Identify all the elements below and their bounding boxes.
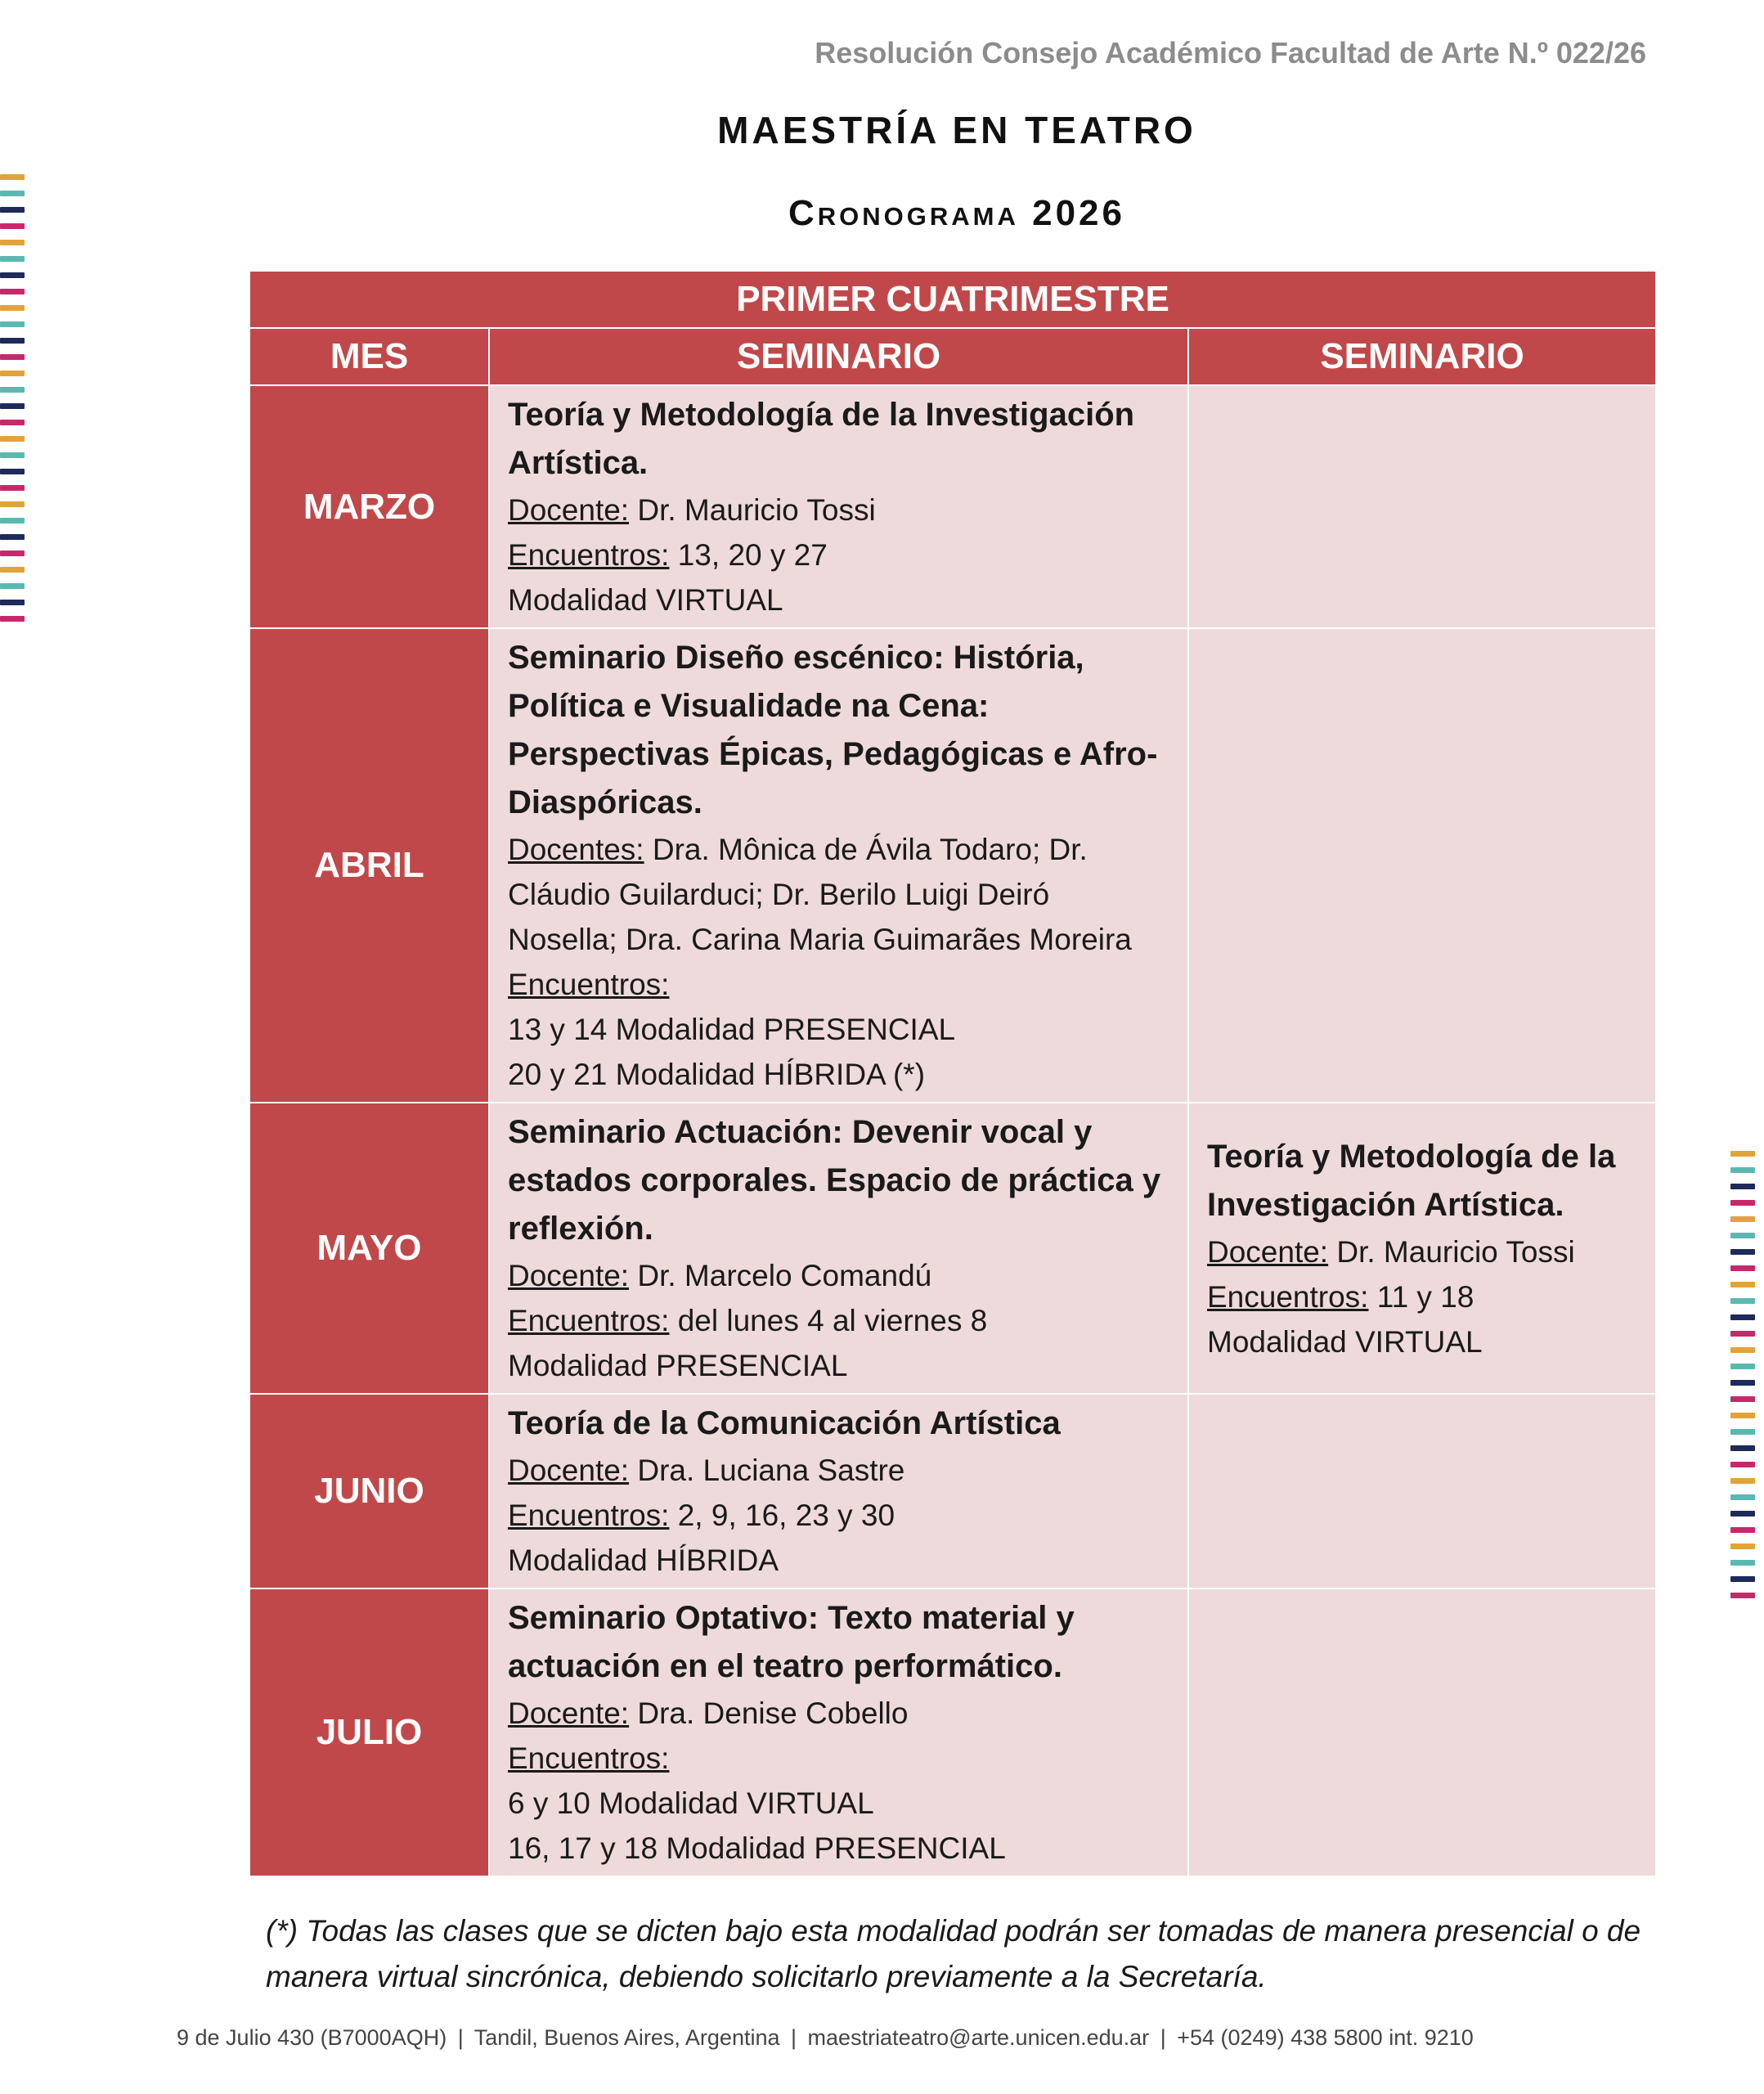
encuentros-label: Encuentros: [508,1304,670,1337]
decorative-dash [1730,1282,1755,1287]
encuentros-value: 11 y 18 [1368,1279,1474,1314]
encuentros-line [508,532,1171,577]
decorative-dash [0,207,25,213]
docente-line [508,872,1171,917]
seminar-title-line: Seminario Optativo: Texto material y [508,1600,1075,1636]
seminar-title-line: Teoría y Metodología de la Investigación [508,397,1135,433]
encuentros-label: Encuentros: [508,968,670,1001]
decorative-dash [1730,1347,1755,1353]
month-cell: JUNIO [249,1394,489,1588]
decorative-dash [0,616,25,622]
encuentros-line [508,1736,1171,1781]
footnote: (*) Todas las clases que se dicten bajo esta modalidad podrán ser tomadas de manera presencial o de manera virtual sincrónica, debiendo solicitarlo previamente a la Secretaría. [266,1914,1641,1993]
seminar-cell [489,1588,1188,1876]
decorative-dash [0,338,25,344]
docente-label: Docentes: [508,833,644,866]
decorative-dash [1730,1265,1755,1271]
docente-label: Docente: [508,493,630,527]
docente-line [508,1691,1171,1736]
decorative-dash [1730,1462,1755,1467]
decorative-dash [0,550,25,556]
encuentros-line [508,1298,1171,1343]
seminar-title-line: Diaspóricas. [508,784,702,820]
decorative-dash [0,256,25,262]
footer-phone: +54 (0249) 438 5800 int. 9210 [1177,2025,1474,2050]
decorative-dash [1730,1200,1755,1206]
decorative-dash [1730,1298,1755,1304]
decorative-dash [0,469,25,474]
docente-line [508,1253,1171,1298]
modalidad-line: 16, 17 y 18 Modalidad PRESENCIAL [508,1831,1006,1865]
seminar-cell-2 [1188,1394,1656,1588]
decorative-dash [0,223,25,229]
table-band-row [249,271,1656,328]
column-header-seminario: SEMINARIO [489,328,1188,385]
decorative-dash [1730,1445,1755,1451]
docente-value: Dra. Luciana Sastre [629,1454,905,1487]
month-cell: ABRIL [249,628,489,1103]
decorative-dash [0,321,25,327]
modalidad-line: Modalidad VIRTUAL [1207,1324,1483,1359]
footer-email[interactable]: maestriateatro@arte.unicen.edu.ar [807,2025,1150,2050]
semester-band: PRIMER CUATRIMESTRE [249,271,1656,328]
decorative-dash [1730,1216,1755,1222]
docente-label: Docente: [508,1696,630,1730]
decorative-dash [0,485,25,491]
decorative-dash [0,452,25,458]
seminar-cell [489,628,1188,1103]
document-title: MAESTRÍA EN TEATRO [717,109,1196,151]
seminar-title-line: Política e Visualidade na Cena: [508,688,990,724]
docente-line [508,1448,1171,1493]
seminar-cell [489,1103,1188,1394]
decorative-dash [1730,1478,1755,1484]
decorative-dash [1730,1560,1755,1566]
schedule-table [249,270,1657,1877]
encuentros-line [508,962,1171,1007]
docente-value: Dra. Mônica de Ávila Todaro; Dr. [644,833,1088,866]
modalidad-line: 13 y 14 Modalidad PRESENCIAL [508,1013,956,1046]
decorative-dash [0,289,25,294]
decorative-dash [0,583,25,589]
encuentros-value: 2, 9, 16, 23 y 30 [669,1499,895,1532]
docente-value: Dra. Denise Cobello [629,1696,909,1730]
decorative-dash [0,354,25,360]
decorative-dash [0,518,25,524]
decorative-dash [1730,1576,1755,1582]
seminar-title-line: estados corporales. Espacio de práctica y [508,1162,1161,1198]
decorative-dash [0,420,25,425]
decorative-dash [1730,1380,1755,1386]
decorative-dash [0,567,25,573]
seminar-title-line: Seminario Actuación: Devenir vocal y [508,1114,1093,1150]
decorative-dash [0,600,25,605]
decorative-dash [0,272,25,278]
decorative-dash [1730,1364,1755,1369]
seminar-title-line: actuación en el teatro performático. [508,1648,1062,1684]
encuentros-value: del lunes 4 al viernes 8 [669,1304,988,1337]
encuentros-label: Encuentros: [508,1499,670,1532]
footer-separator: | [1160,2025,1166,2050]
seminar-cell-2 [1188,1588,1656,1876]
docente-line [508,488,1171,532]
docente-value: Dr. Mauricio Tossi [629,493,876,527]
decorative-dash [1730,1544,1755,1549]
table-row [249,628,1656,1103]
column-header-mes: MES [249,328,489,385]
table-row [249,1588,1656,1876]
decorative-dash [1730,1151,1755,1157]
decorative-dash [0,403,25,409]
table-row [249,385,1656,628]
decorative-dash [1730,1184,1755,1189]
decorative-dash [0,534,25,540]
decorative-dash [0,371,25,376]
seminar-title-line: Seminario Diseño escénico: História, [508,640,1084,676]
decorative-dash [1730,1233,1755,1238]
docente-line [508,827,1171,872]
decorative-dash [0,436,25,442]
document-subtitle: Cronograma 2026 [788,193,1125,233]
month-cell: JULIO [249,1588,489,1876]
docente-label: Docente: [508,1259,630,1292]
seminar-title-line: Teoría de la Comunicación Artística [508,1405,1061,1441]
seminar-title-line: Investigación Artística. [1207,1186,1564,1223]
decorative-dash [1730,1167,1755,1173]
table-row [249,1394,1656,1588]
encuentros-label: Encuentros: [508,538,670,572]
docente-line [508,917,1171,962]
decorative-dash [1730,1593,1755,1598]
decorative-dashes-right [1730,1151,1755,1598]
page-footer [177,2025,1474,2051]
column-header-seminario-2: SEMINARIO [1188,328,1656,385]
decorative-dash [1730,1429,1755,1435]
encuentros-value: 13, 20 y 27 [669,538,828,572]
decorative-dash [1730,1249,1755,1255]
decorative-dash [1730,1396,1755,1402]
encuentros-label: Encuentros: [1207,1279,1369,1314]
footer-address: 9 de Julio 430 (B7000AQH) [177,2025,447,2050]
docente-label: Docente: [508,1454,630,1487]
decorative-dash [0,501,25,507]
modalidad-line: Modalidad PRESENCIAL [508,1349,848,1382]
seminar-cell-2 [1188,385,1656,628]
table-header-row [249,328,1656,385]
seminar-cell [489,1394,1188,1588]
modalidad-line: 20 y 21 Modalidad HÍBRIDA (*) [508,1058,926,1091]
docente-line [1207,1229,1639,1274]
modalidad-line: Modalidad VIRTUAL [508,583,783,617]
docente-value: Dr. Mauricio Tossi [1328,1234,1575,1269]
seminar-cell-2 [1188,1103,1656,1394]
decorative-dashes-left [0,174,25,622]
footer-separator: | [791,2025,797,2050]
seminar-title-line: Teoría y Metodología de la [1207,1138,1616,1175]
decorative-dash [1730,1314,1755,1320]
seminar-cell [489,385,1188,628]
table-row [249,1103,1656,1394]
decorative-dash [1730,1511,1755,1517]
footer-separator: | [457,2025,464,2050]
decorative-dash [0,174,25,180]
encuentros-line [1207,1274,1639,1319]
encuentros-label: Encuentros: [508,1741,670,1775]
decorative-dash [1730,1413,1755,1418]
decorative-dash [0,240,25,245]
seminar-title-line: reflexión. [508,1211,653,1247]
month-cell: MARZO [249,385,489,628]
docente-label: Docente: [1207,1234,1329,1269]
decorative-dash [1730,1494,1755,1500]
decorative-dash [0,387,25,393]
seminar-title-line: Artística. [508,445,649,481]
seminar-cell-2 [1188,628,1656,1103]
decorative-dash [0,305,25,311]
docente-value: Cláudio Guilarduci; Dr. Berilo Luigi Deiró [508,878,1050,911]
seminar-title-line: Perspectivas Épicas, Pedagógicas e Afro- [508,736,1158,772]
resolution-header: Resolución Consejo Académico Facultad de Arte N.º 022/26 [815,36,1646,70]
modalidad-line: Modalidad HÍBRIDA [508,1544,779,1577]
decorative-dash [1730,1527,1755,1533]
docente-value: Nosella; Dra. Carina Maria Guimarães Moreira [508,923,1132,956]
encuentros-line [508,1493,1171,1538]
docente-value: Dr. Marcelo Comandú [629,1259,932,1292]
decorative-dash [0,191,25,196]
decorative-dash [1730,1331,1755,1337]
month-cell: MAYO [249,1103,489,1394]
footer-city: Tandil, Buenos Aires, Argentina [474,2025,780,2050]
modalidad-line: 6 y 10 Modalidad VIRTUAL [508,1786,874,1820]
